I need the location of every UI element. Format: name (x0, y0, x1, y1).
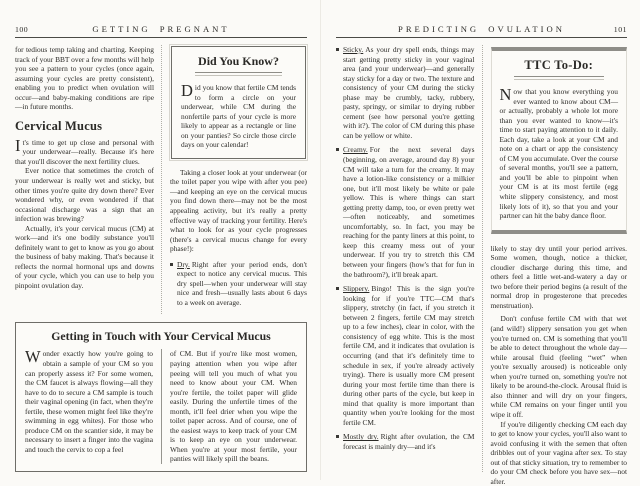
bullet-text (343, 432, 475, 451)
bullet-square-icon (336, 435, 339, 438)
bullet-body: As your dry spell ends, things may start getting pretty sticky in your vaginal area (and your underwear)—and generally stay sticky for a day or two. The texture and consistency of your CM during the sticky phase may be crumbly, tacky, rubbery, pasty, springy, or similar to drying rubber cement (see how personal you're getting with it?). The color of CM during this phase can be yellow or white. (343, 45, 475, 140)
bullet-item-sticky (336, 45, 475, 140)
drop-cap: N (500, 87, 514, 102)
paragraph (15, 138, 154, 167)
paragraph-text: t's time to get up close and personal with your underwear—really. Because it's here that you'll discover the next fertility clues. (15, 138, 154, 166)
bullet-body: Right after your period ends, don't expect to notice any cervical mucus. This dry spell—when your underwear will stay nice and fresh—usually lasts about 6 days to a week on average. (177, 260, 307, 307)
left-page (0, 0, 320, 480)
ttc-todo-text (500, 87, 619, 221)
paragraph: of CM. But if you're like most women, paying attention when you wipe after peeing will tell you much of what you need to know about your CM. When you're fertile, the toilet paper will glide easily. During the unfertile times of the month, it'll feel drier when you wipe the toilet paper across. And of course, one of the easiest ways to keep track of your CM is to keep an eye on your underwear. When you're at your most fertile, your panties will likely spill the beans. (170, 349, 297, 464)
paragraph-text: id you know that fertile CM tends to form a circle on your underwear, while CM during the nonfertile parts of your cycle is more likely to appear as a rectangle or line on your panties? So circle those circle days on your calendar! (181, 83, 296, 149)
right-page-column-2 (482, 45, 628, 472)
getting-in-touch-title: Getting in Touch with Your Cervical Mucus (25, 329, 297, 344)
did-you-know-box (171, 46, 306, 159)
bullet-label: Dry. (177, 260, 190, 269)
drop-cap: W (25, 349, 43, 364)
bullet-item-dry (170, 260, 307, 308)
paragraph: Don't confuse fertile CM with that wet (and wild!) slippery sensation you get when you're turned on. CM is something that you'll be able to detect throughout the whole day—while arousal fluid (feeling “wet” when you're sexually aroused) is noticeable only when you're turned on, something you're not likely to be around-the-clock. Arousal fluid is also thinner and will dry on your fingers, while CM remains on your finger until you wipe it off. (491, 314, 628, 419)
drop-cap: I (15, 138, 23, 153)
ttc-todo-title: TTC To-Do: (500, 58, 619, 73)
paragraph: likely to stay dry until your period arrives. Some women, though, notice a thicker, cloudier discharge during this time, and others feel a little wet-and-watery a day or two before their period begins (a result of the normal drop in progesterone that precedes menstruation). (491, 244, 628, 311)
bullet-square-icon (336, 287, 339, 290)
getting-in-touch-columns (25, 349, 297, 464)
right-page-header (336, 24, 627, 38)
bullet-square-icon (170, 263, 173, 266)
bullet-body: For the next several days (beginning, on average, around day 8) your CM will take a turn for the creamy. It may have a lotion-like consistency or a milkier one, but it'll most likely be white or pale yellow. This is where things can start getting pretty damp, too, or even pretty wet—often noticeably, and sometimes uncomfortably, so. In fact, you may be reaching for the panty liners at this point, to keep this creamy mess out of your underwear. If you try to stretch this CM between your fingers (how's that for fun in the bathroom?), it'll break apart. (343, 145, 475, 278)
did-you-know-title: Did You Know? (181, 54, 296, 69)
drop-cap: D (181, 83, 195, 98)
bullet-label: Sticky. (343, 45, 363, 54)
paragraph: Ever notice that sometimes the crotch of your underwear is really wet and sticky, but other times you're quite dry down there? Ever wondered why, or even wondered if that occasional discharge was a sign that an infection was brewing? (15, 166, 154, 223)
bullet-body: Right after ovulation, the CM forecast is mainly dry—and it's (343, 432, 475, 451)
page-number-right: 101 (593, 25, 627, 34)
bullet-square-icon (336, 48, 339, 51)
getting-in-touch-col-1 (25, 349, 161, 464)
right-page-columns (336, 45, 627, 472)
bullet-square-icon (336, 148, 339, 151)
title-rule (514, 76, 605, 80)
section-heading: Cervical Mucus (15, 119, 154, 134)
getting-in-touch-col-2 (161, 349, 297, 464)
paragraph: Actually, it's your cervical mucus (CM) at work—and it's one bodily substance you'll definitely want to get to know as you go about the business of baby making. That's because it reflects the normal hormonal ups and downs of your cycle, which you can use to help you pinpoint ovulation day. (15, 224, 154, 291)
paragraph: for tedious temp taking and charting. Keeping track of your BBT over a few months will help you see a pattern to your cycles (once again, assuming your cycles are pretty consistent), enabling you to predict when ovulation will occur—and baby-making conditions are ripe—in future months. (15, 45, 154, 112)
paragraph: Taking a closer look at your underwear (or the toilet paper you wipe with after you pee)—and keeping an eye on the cervical mucus you find down there—may not be the most appealing activity, but it's really a pretty effective way of tracking your fertility. Here's what to look for as your cycle progresses (there's a cervical mucus change for every phase!): (170, 168, 307, 254)
right-page-column-1 (336, 45, 482, 472)
bullet-body: Bingo! This is the sign you're looking for if you're TTC—CM that's slippery, stretchy (in fact, if you stretch it between 2 fingers, fertile CM may stretch up to a few inches), clear in color, with the consistency of egg white. This is the most fertile CM, and it indicates that ovulation is occurring (and that it's definitely time to schedule in sex, if you're already actively trying). There is usually more CM present during your most fertile time than there is during other parts of the cycle, but keep in mind that quality is more important than quantity when you're looking for the most fertile CM. (343, 284, 475, 427)
ttc-todo-box (491, 47, 628, 234)
bullet-text (343, 45, 475, 140)
bullet-item-slippery (336, 284, 475, 427)
bullet-text (343, 284, 475, 427)
bullet-label: Creamy. (343, 145, 368, 154)
paragraph-text: onder exactly how you're going to obtain a sample of your CM so you can properly assess it? For some women, the CM faucet is always flowing—all they have to do to secure a CM sample is touch their vaginal opening (in fact, when they're fertile, these women might feel like they're swimming in egg whites). For those who produce CM on the scantier side, it may be necessary to insert a finger into the vagina and touch the cervix to cop a feel (25, 349, 153, 453)
left-page-column-2 (161, 45, 307, 314)
bullet-text (177, 260, 307, 308)
did-you-know-text (181, 83, 296, 150)
left-page-header (15, 24, 307, 38)
right-page (320, 0, 640, 480)
bullet-label: Mostly dry. (343, 432, 379, 441)
bullet-label: Slippery. (343, 284, 369, 293)
paragraph: If you're diligently checking CM each day to get to know your cycles, you'll also want to avoid confusing it with the semen that often dribbles out of your vagina after sex. To stay out of that sticky situation, try to remember to do your CM check before you have sex—not after. (491, 420, 628, 486)
left-page-column-1 (15, 45, 161, 314)
left-page-columns (15, 45, 307, 314)
bullet-item-creamy (336, 145, 475, 279)
running-head-left: GETTING PREGNANT (49, 24, 273, 34)
page-number-left: 100 (15, 25, 49, 34)
bullet-item-mostly-dry (336, 432, 475, 451)
getting-in-touch-box (15, 322, 307, 472)
running-head-right: PREDICTING OVULATION (370, 24, 593, 34)
bullet-text (343, 145, 475, 279)
title-rule (195, 72, 282, 76)
paragraph-text: ow that you know everything you ever wanted to know about CM—or actually, probably a whole lot more than you ever wanted to know—it's time to start paying attention to it daily. Each day, take a look at your CM and note on a chart or app the consistency of CM you accumulate. Over the course of several months, you'll see a pattern, and you'll be able to pinpoint when your CM is at its most fertile (egg white slippery consistency, and most likely lots of it), so that you and your partner can hit the baby dance floor. (500, 87, 619, 220)
paragraph (25, 349, 153, 454)
